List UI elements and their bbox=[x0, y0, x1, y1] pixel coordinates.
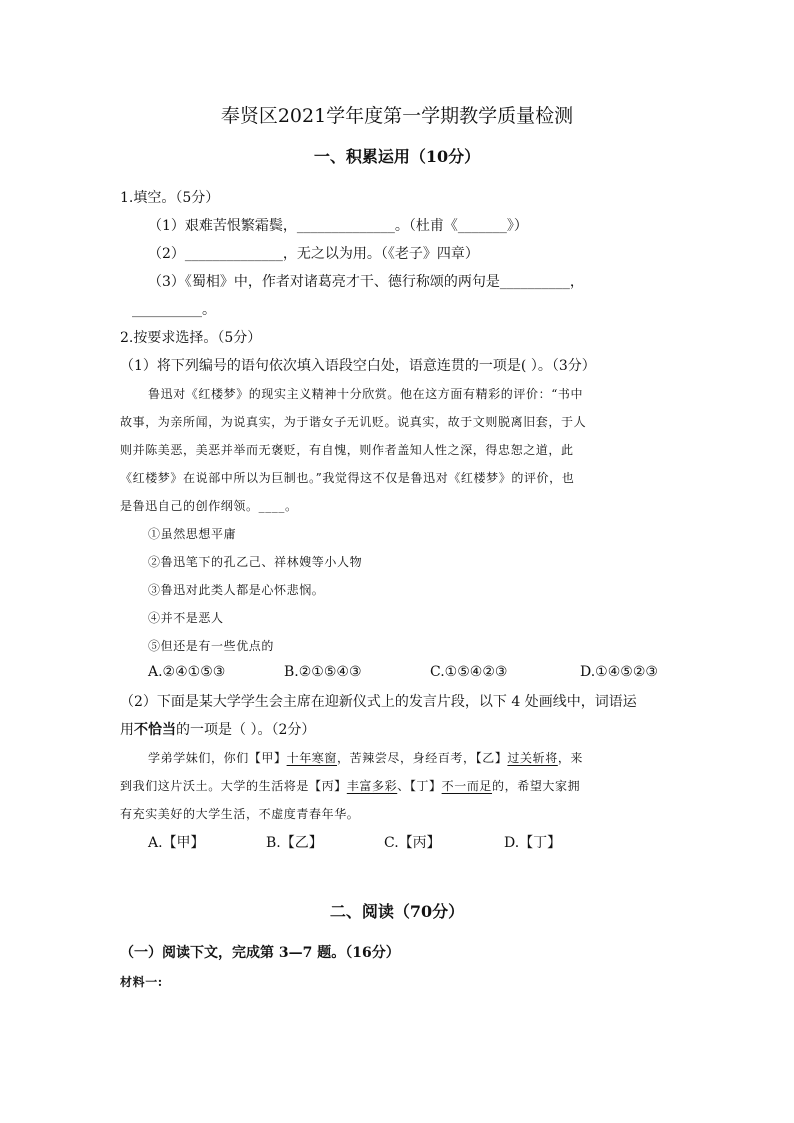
q1-item-2: （2）______________，无之以为用。（《老子》四章） bbox=[148, 246, 479, 262]
q1-item-3-continued: __________。 bbox=[132, 302, 216, 318]
sentence-option: ⑤但还是有一些优点的 bbox=[148, 639, 275, 653]
answer-option-c: C.①⑤④②③ bbox=[430, 664, 508, 680]
q2-sub2-stem-line1: （2）下面是某大学学生会主席在迎新仪式上的发言片段，以下 4 处画线中，词语运 bbox=[120, 694, 637, 710]
q2-stem: 2.按要求选择。（5分） bbox=[120, 330, 262, 346]
q2-sub1-passage-line: 鲁迅对《红楼梦》的现实主义精神十分欣赏。他在这方面有精彩的评价：“书中 bbox=[148, 387, 584, 401]
answer-option-a: A.②④①⑤③ bbox=[148, 664, 226, 680]
q1-item-1: （1）艰难苦恨繁霜鬓，______________。（杜甫《_______》） bbox=[148, 218, 528, 234]
sentence-option: ④并不是恶人 bbox=[148, 611, 224, 625]
answer-option-b: B.②①⑤④③ bbox=[284, 664, 362, 680]
q2-sub2-stem-line2: 用不恰当的一项是（ ）。（2分） bbox=[120, 722, 316, 738]
emphasis-text: 不恰当 bbox=[134, 722, 176, 738]
q2-sub2-passage-line: 有充实美好的大学生活，不虚度青春年华。 bbox=[120, 807, 360, 821]
q2-sub1-stem: （1）将下列编号的语句依次填入语段空白处，语意连贯的一项是( ）。（3分） bbox=[120, 358, 596, 374]
underlined-phrase-bing: 丰富多彩 bbox=[346, 779, 398, 793]
section1-heading: 一、积累运用（10分） bbox=[313, 147, 481, 166]
sentence-option: ①虽然思想平庸 bbox=[148, 527, 237, 541]
q2-sub2-passage-line: 到我们这片沃土。大学的生活将是【丙】丰富多彩、【丁】不一而足的，希望大家拥 bbox=[120, 779, 581, 793]
underlined-phrase-jia: 十年寒窗 bbox=[286, 751, 338, 765]
answer-option-a: A.【甲】 bbox=[148, 835, 205, 851]
exam-title: 奉贤区2021学年度第一学期教学质量检测 bbox=[220, 105, 574, 127]
section2-part1-heading: （一）阅读下文，完成第 3—7 题。（16分） bbox=[120, 945, 400, 961]
q2-sub1-passage-line: 是鲁迅自己的创作纲领。____。 bbox=[120, 499, 298, 513]
underlined-phrase-ding: 不一而足 bbox=[441, 779, 493, 793]
answer-option-d: D.①④⑤②③ bbox=[580, 664, 658, 680]
answer-option-c: C.【丙】 bbox=[384, 835, 441, 851]
answer-option-b: B.【乙】 bbox=[266, 835, 323, 851]
material-label: 材料一: bbox=[120, 975, 163, 989]
underlined-phrase-yi: 过关斩将 bbox=[507, 751, 558, 765]
q2-sub2-passage-line: 学弟学妹们，你们【甲】十年寒窗，苦辣尝尽，身经百考，【乙】过关斩将，来 bbox=[148, 751, 584, 765]
sentence-option: ②鲁迅笔下的孔乙己、祥林嫂等小人物 bbox=[148, 555, 363, 569]
q2-sub1-passage-line: 故事，为亲所闻，为说真实，为于谐女子无讥贬。说真实，故于文则脱离旧套，于人 bbox=[120, 415, 587, 429]
section2-heading: 二、阅读（70分） bbox=[329, 902, 465, 921]
answer-option-d: D.【丁】 bbox=[504, 835, 562, 851]
q1-item-3: （3）《蜀相》中，作者对诸葛亮才干、德行称颂的两句是__________， bbox=[148, 274, 584, 290]
q2-sub1-passage-line: 《红楼梦》在说部中所以为巨制也。”我觉得这不仅是鲁迅对《红楼梦》的评价，也 bbox=[120, 471, 575, 485]
q1-stem: 1.填空。（5分） bbox=[120, 190, 220, 206]
q2-sub1-passage-line: 则并陈美恶，美恶并举而无褒贬，有自愧，则作者盖知人性之深，得忠恕之道，此 bbox=[120, 443, 574, 457]
sentence-option: ③鲁迅对此类人都是心怀悲悯。 bbox=[148, 583, 325, 597]
